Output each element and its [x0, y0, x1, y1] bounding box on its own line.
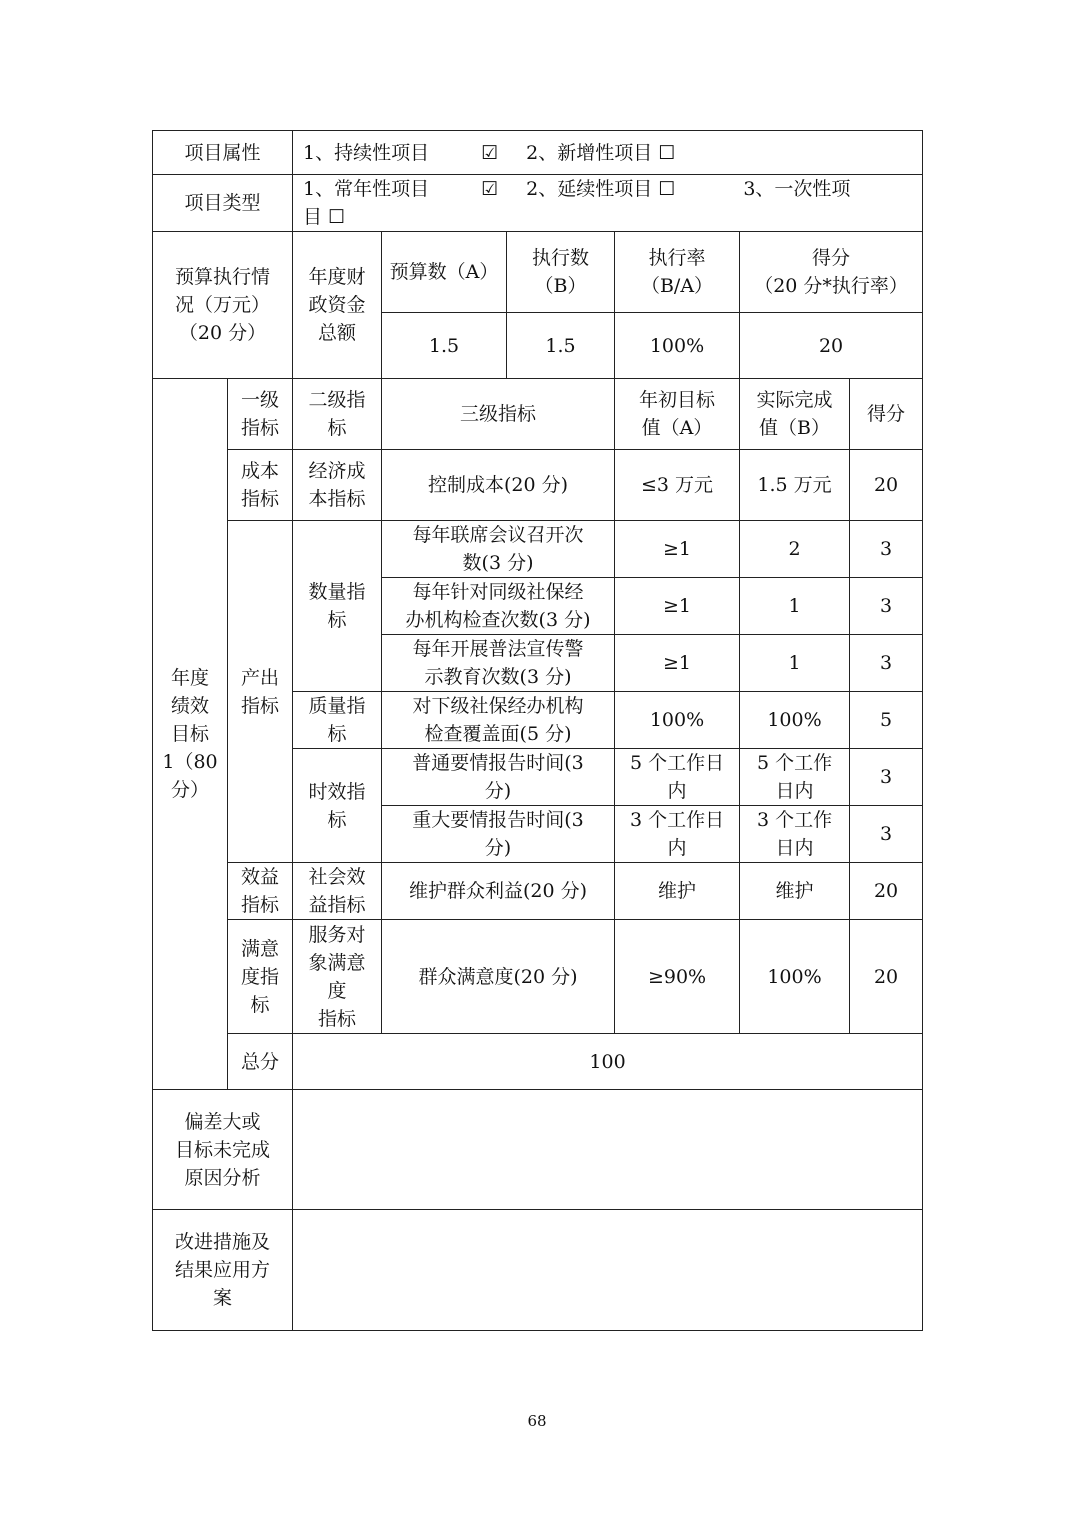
satisfaction-indicator-label: 满意 度指 标 [228, 920, 293, 1034]
row2-l3: 每年针对同级社保经 办机构检查次数(3 分) [382, 578, 615, 635]
cost-l3: 控制成本(20 分) [382, 450, 615, 521]
cost-score: 20 [850, 450, 923, 521]
row4-target: 100% [615, 692, 740, 749]
executed-amount-header: 执行数 （B） [507, 232, 615, 313]
level1-indicator-header: 一级 指标 [228, 379, 293, 450]
cost-target: ≤3 万元 [615, 450, 740, 521]
budget-execution-label: 预算执行情 况（万元） （20 分） [153, 232, 293, 379]
budget-amount-header: 预算数（A） [382, 232, 507, 313]
attr-option-1-checkbox: ☑ [481, 141, 499, 164]
row3-target: ≥1 [615, 635, 740, 692]
total-score-value: 100 [293, 1034, 923, 1090]
performance-evaluation-table [152, 130, 923, 1331]
table-row [153, 521, 923, 578]
social-benefit-label: 社会效 益指标 [293, 863, 382, 920]
type-option-2: 2、延续性项目 ☐ [526, 178, 676, 200]
score-header: 得分 [850, 379, 923, 450]
annual-performance-label: 年度 绩效 目标 1（80 分） [153, 379, 228, 1090]
target-value-header: 年初目标 值（A） [615, 379, 740, 450]
satisfaction-score: 20 [850, 920, 923, 1034]
total-score-label: 总分 [228, 1034, 293, 1090]
row2-actual: 1 [740, 578, 850, 635]
benefit-l3: 维护群众利益(20 分) [382, 863, 615, 920]
attr-option-1: 1、持续性项目 [303, 141, 430, 164]
row5-l3: 普通要情报告时间(3 分) [382, 749, 615, 806]
row5-target: 5 个工作日 内 [615, 749, 740, 806]
project-type-label: 项目类型 [153, 175, 293, 232]
row2-target: ≥1 [615, 578, 740, 635]
table-row [153, 450, 923, 521]
row2-score: 3 [850, 578, 923, 635]
row4-actual: 100% [740, 692, 850, 749]
row1-score: 3 [850, 521, 923, 578]
row6-score: 3 [850, 806, 923, 863]
row3-score: 3 [850, 635, 923, 692]
row3-actual: 1 [740, 635, 850, 692]
table-row [153, 863, 923, 920]
benefit-indicator-label: 效益 指标 [228, 863, 293, 920]
budget-score-header: 得分 （20 分*执行率） [740, 232, 923, 313]
type-option-3: 3、一次性项 [743, 178, 851, 200]
project-type-options [293, 175, 923, 232]
deviation-analysis-content [293, 1090, 923, 1210]
row1-actual: 2 [740, 521, 850, 578]
cost-actual: 1.5 万元 [740, 450, 850, 521]
timeliness-indicator-label: 时效指 标 [293, 749, 382, 863]
output-indicator-label: 产出 指标 [228, 521, 293, 863]
type-option-3-cont: 目 ☐ [303, 206, 346, 228]
budget-score-value: 20 [740, 313, 923, 379]
economic-cost-label: 经济成 本指标 [293, 450, 382, 521]
row6-target: 3 个工作日 内 [615, 806, 740, 863]
deviation-analysis-label: 偏差大或 目标未完成 原因分析 [153, 1090, 293, 1210]
row6-actual: 3 个工作 日内 [740, 806, 850, 863]
type-option-1-checkbox: ☑ [481, 178, 499, 200]
quality-indicator-label: 质量指 标 [293, 692, 382, 749]
row3-l3: 每年开展普法宣传警 示教育次数(3 分) [382, 635, 615, 692]
row5-actual: 5 个工作 日内 [740, 749, 850, 806]
row4-score: 5 [850, 692, 923, 749]
project-attribute-label: 项目属性 [153, 131, 293, 175]
cost-indicator-label: 成本 指标 [228, 450, 293, 521]
execution-rate-header: 执行率 （B/A） [615, 232, 740, 313]
level2-indicator-header: 二级指 标 [293, 379, 382, 450]
row6-l3: 重大要情报告时间(3 分) [382, 806, 615, 863]
row4-l3: 对下级社保经办机构 检查覆盖面(5 分) [382, 692, 615, 749]
row1-target: ≥1 [615, 521, 740, 578]
benefit-actual: 维护 [740, 863, 850, 920]
project-attribute-options [293, 131, 923, 175]
improvement-measures-content [293, 1210, 923, 1331]
improvement-measures-label: 改进措施及 结果应用方 案 [153, 1210, 293, 1331]
level3-indicator-header: 三级指标 [382, 379, 615, 450]
satisfaction-actual: 100% [740, 920, 850, 1034]
actual-value-header: 实际完成 值（B） [740, 379, 850, 450]
benefit-score: 20 [850, 863, 923, 920]
row5-score: 3 [850, 749, 923, 806]
quantity-indicator-label: 数量指 标 [293, 521, 382, 692]
execution-rate-value: 100% [615, 313, 740, 379]
type-option-1: 1、常年性项目 [303, 178, 430, 200]
satisfaction-l3: 群众满意度(20 分) [382, 920, 615, 1034]
annual-fund-label: 年度财 政资金 总额 [293, 232, 382, 379]
executed-amount-value: 1.5 [507, 313, 615, 379]
table-row [153, 920, 923, 1034]
satisfaction-target: ≥90% [615, 920, 740, 1034]
budget-amount-value: 1.5 [382, 313, 507, 379]
page-number: 68 [527, 1412, 547, 1430]
row1-l3: 每年联席会议召开次 数(3 分) [382, 521, 615, 578]
benefit-target: 维护 [615, 863, 740, 920]
attr-option-2: 2、新增性项目 ☐ [526, 141, 676, 164]
service-satisfaction-label: 服务对 象满意 度 指标 [293, 920, 382, 1034]
